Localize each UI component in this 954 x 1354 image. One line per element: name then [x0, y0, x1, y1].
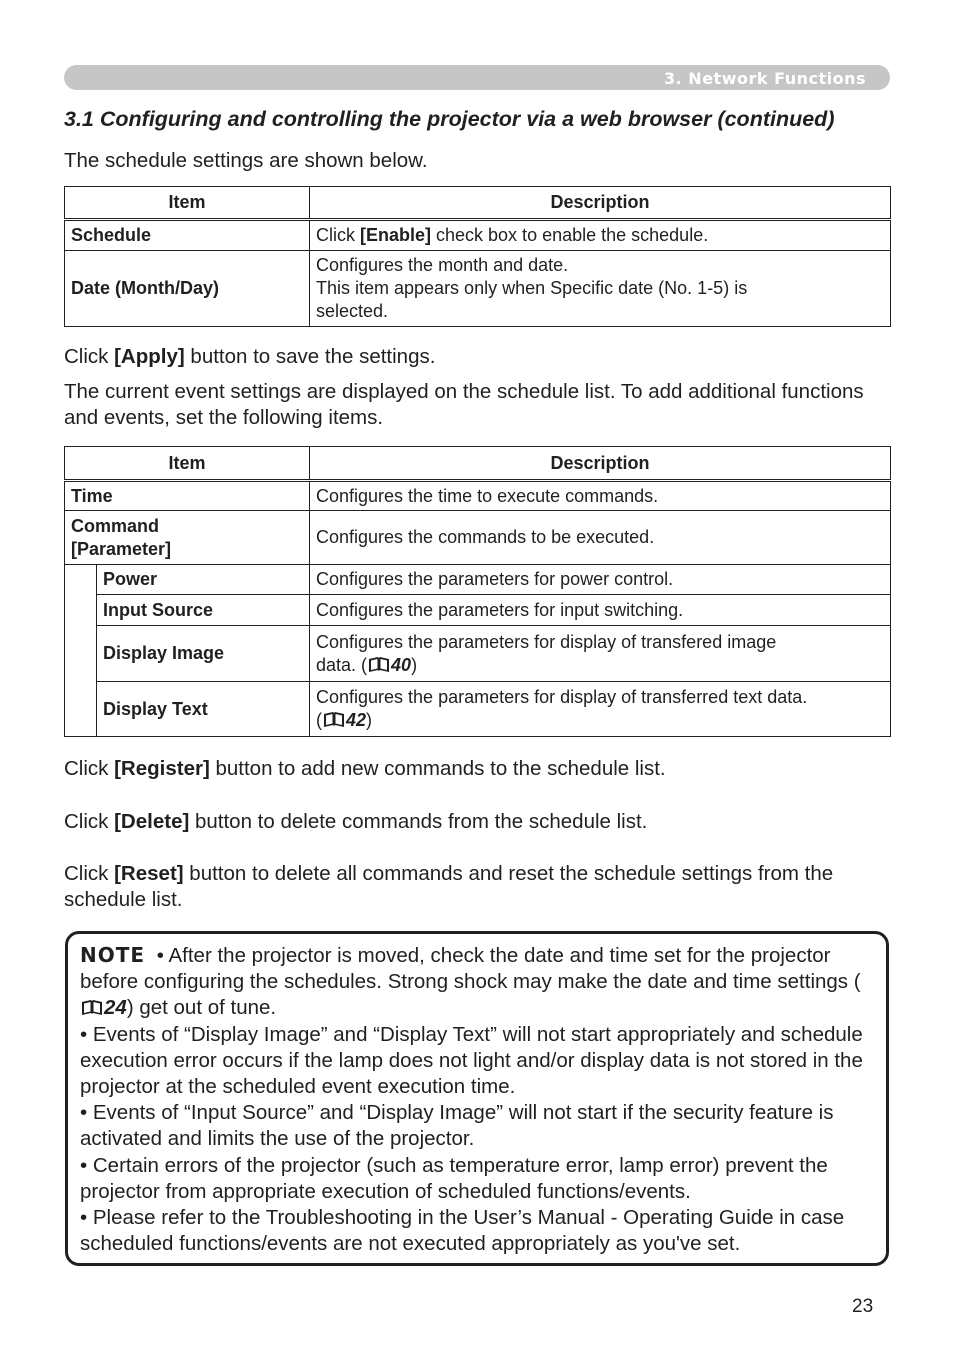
table-cell-item: Command [Parameter] — [65, 511, 310, 565]
reset-instruction: Click [Reset] button to delete all commands and reset the schedule settings from the schedule list. — [64, 862, 834, 911]
table-cell-description: Configures the parameters for display of transfered image data. ( 40) — [310, 626, 891, 682]
register-instruction: Click [Register] button to add new commands to the schedule list. — [64, 757, 666, 780]
table-cell-item: Display Image — [97, 626, 310, 682]
note-bullet-3: • Events of “Input Source” and “Display Image” will not start if the security feature is activated and limits the use of the projector. — [80, 1101, 834, 1151]
table1-header-description: Description — [310, 187, 891, 220]
table-cell-item: Display Text — [97, 682, 310, 737]
delete-instruction: Click [Delete] button to delete commands from the schedule list. — [64, 810, 648, 833]
chapter-title: 3. Network Functions — [664, 69, 866, 88]
note-box — [65, 931, 889, 1266]
event-items-table — [64, 446, 891, 737]
table-row — [65, 251, 891, 327]
note-bullet-4: • Certain errors of the projector (such as temperature error, lamp error) prevent the projector from appropriate execution of scheduled functions/events. — [80, 1153, 828, 1203]
page-number: 23 — [852, 1296, 874, 1317]
table-cell-item: Time — [65, 481, 310, 511]
book-reference-icon — [368, 656, 390, 673]
table-cell-item: Input Source — [97, 595, 310, 626]
table2-header-item: Item — [65, 447, 310, 481]
table-cell-description: Configures the parameters for display of transferred text data. ( 42) — [310, 682, 891, 737]
intro-text: The schedule settings are shown below. — [64, 149, 428, 172]
table-row — [65, 595, 891, 626]
table1-header-item: Item — [65, 187, 310, 220]
table2-header-description: Description — [310, 447, 891, 481]
page-reference[interactable]: 24 — [104, 996, 127, 1020]
table-row — [65, 626, 891, 682]
table-cell-description: Configures the parameters for input switching. — [310, 595, 891, 626]
chapter-header-bar — [64, 65, 890, 90]
table-row — [65, 565, 891, 595]
table-cell-item: Power — [97, 565, 310, 595]
book-reference-icon — [81, 999, 103, 1016]
table-cell-item: Date (Month/Day) — [65, 251, 310, 327]
note-bullet-2: • Events of “Display Image” and “Display Text” will not start appropriately and schedule execution error occurs if the lamp does not light and/or display data is not stored in the projector at the scheduled event execution time. — [80, 1022, 863, 1099]
note-bullet-1: NOTE • After the projector is moved, check the date and time set for the projector before configuring the schedules. Strong shock may make the date and time settings (24) get out of tune. — [80, 943, 861, 1020]
table-row — [65, 682, 891, 737]
note-label: NOTE — [80, 943, 146, 967]
table-cell-description: Configures the time to execute commands. — [310, 481, 891, 511]
schedule-settings-table — [64, 186, 891, 327]
table-cell-description: Click [Enable] check box to enable the schedule. — [310, 220, 891, 251]
book-reference-icon — [323, 711, 345, 728]
table-cell-description: Configures the commands to be executed. — [310, 511, 891, 565]
note-text — [80, 942, 880, 1257]
current-events-text: The current event settings are displayed on the schedule list. To add additional functions and events, set the following items. — [64, 380, 864, 429]
table-cell-description: Configures the month and date. This item appears only when Specific date (No. 1-5) is selected. — [310, 251, 891, 327]
table-cell-item: Schedule — [65, 220, 310, 251]
note-bullet-5: • Please refer to the Troubleshooting in the User’s Manual - Operating Guide in case scheduled functions/events are not executed appropriately as you've set. — [80, 1206, 845, 1256]
page-reference[interactable]: 40 — [391, 654, 412, 675]
table-cell-description: Configures the parameters for power control. — [310, 565, 891, 595]
page-reference[interactable]: 42 — [346, 710, 367, 730]
table-row — [65, 220, 891, 251]
table-indent-cell — [65, 565, 97, 737]
table-row — [65, 511, 891, 565]
table-row — [65, 481, 891, 511]
apply-instruction: Click [Apply] button to save the settings. — [64, 345, 436, 368]
section-title: 3.1 Configuring and controlling the projector via a web browser (continued) — [64, 107, 835, 131]
